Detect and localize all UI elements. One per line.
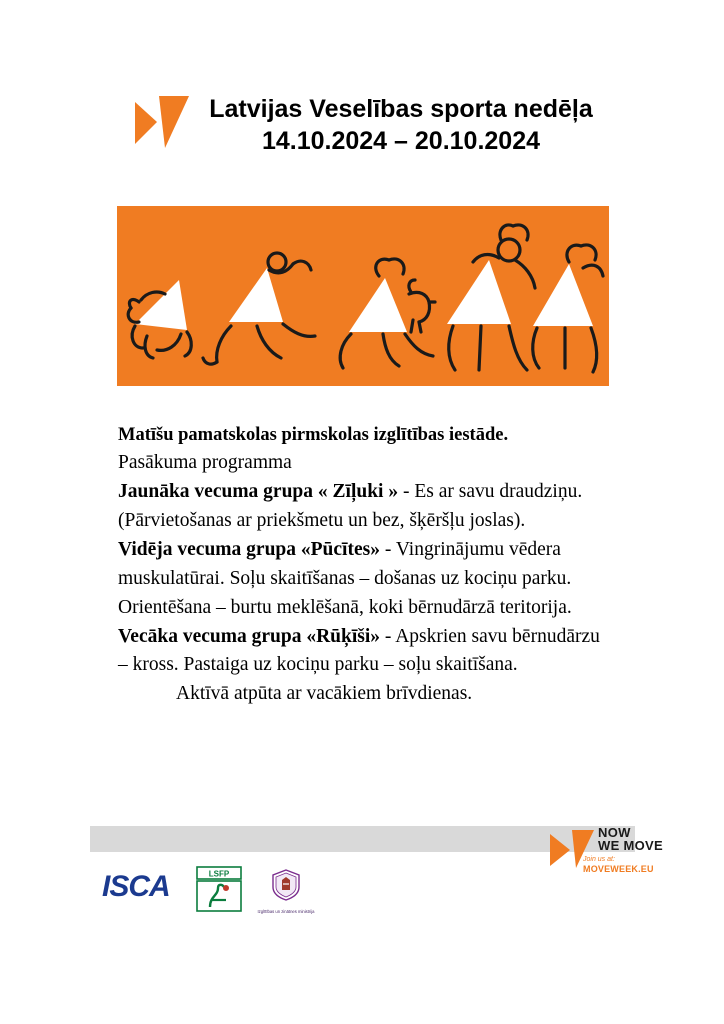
group-name: Vecāka vecuma grupa «Rūķīši» [118,625,381,647]
lsfp-logo-icon [196,866,242,912]
page-title [209,88,593,157]
nowwemove-line-2: WE MOVE [598,838,663,854]
institution-name: Matīšu pamatskolas pirmskolas izglītības iestāde. [118,425,509,445]
program-heading: Pasākuma programma [118,452,292,474]
latvia-ministry-logo-icon [254,868,318,914]
banner-image [117,206,609,386]
movement-arrow-logo-icon [131,92,195,152]
group-entry [118,478,610,536]
poster-header [0,88,724,157]
isca-logo-icon: ISCA [102,870,170,903]
closing-line: Aktīvā atpūta ar vacākiem brīvdienas. [176,683,473,705]
title-line-2: 14.10.2024 – 20.10.2024 [261,126,541,155]
partner-logos [96,866,396,930]
moveweek-url[interactable]: MOVEWEEK.EU [583,864,654,875]
group-entry [118,623,610,681]
program-content [118,422,610,709]
group-name: Jaunāka vecuma grupa « Zīļuki » [118,481,399,503]
svg-text:LSFP: LSFP [208,869,230,879]
nowwemove-line-1: NOW [598,825,631,840]
group-separator: - [398,481,415,503]
join-label: Join us at: [583,856,615,863]
group-separator: - [380,625,396,647]
title-line-1: Latvijas Veselības sporta nedēļa [209,95,593,123]
nowwemove-wordmark [598,826,663,853]
moveweek-join[interactable] [583,856,654,875]
group-name: Vidēja vecuma grupa «Pūcītes» [118,538,380,560]
group-separator: - [379,538,396,560]
ministry-caption: Izglītības un zinātnes ministrija [257,909,315,914]
group-entry [118,536,610,623]
group-description: Apskrien savu bērnudārzu – kross. Pastaiga uz kociņu parku – soļu skaitīšana. [118,625,600,676]
group-description: Vingrinājumu vēdera muskulatūrai. Soļu skaitīšanas – došanas uz kociņu parku. Orientēšana – burtu meklēšanā, koki bērnudārzā teritorija. [118,538,572,618]
group-description: Es ar savu draudziņu. (Pārvietošanas ar priekšmetu un bez, šķēršļu joslas). [118,481,583,532]
